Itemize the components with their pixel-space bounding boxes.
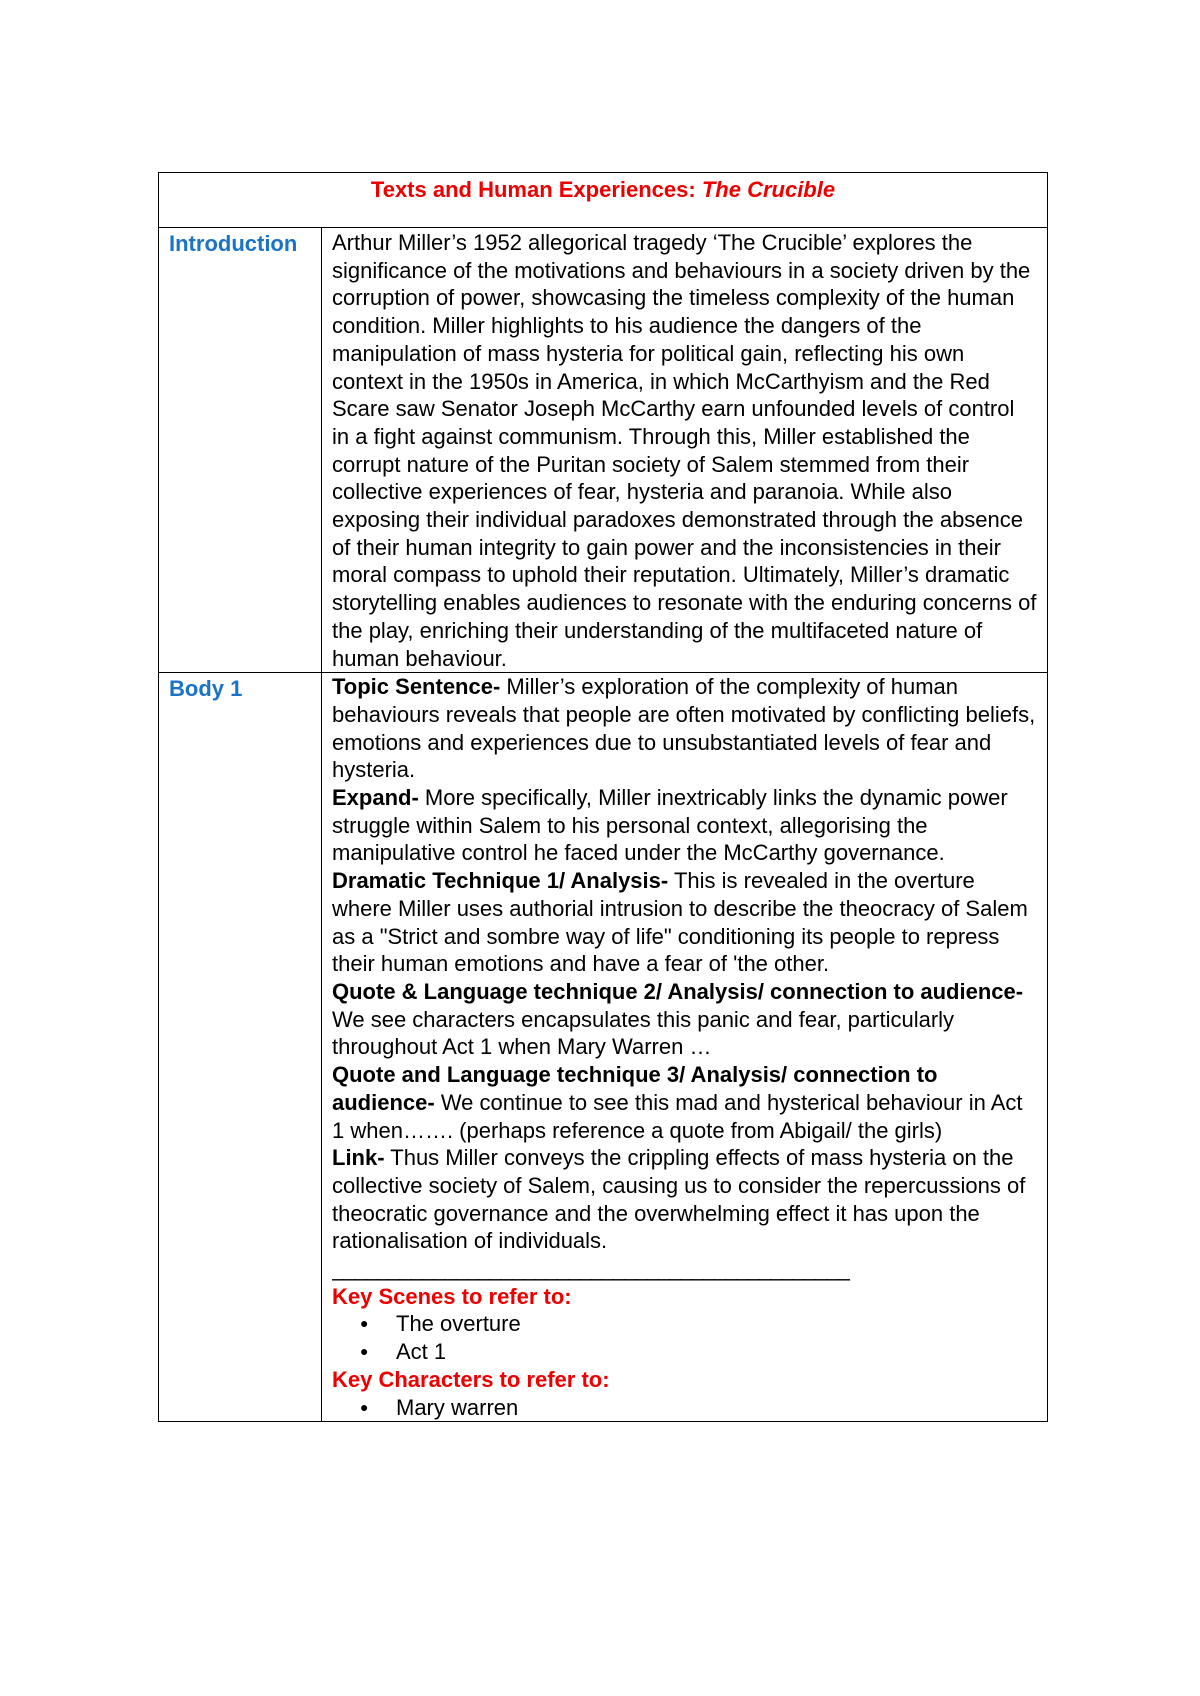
list-item: ● The overture bbox=[396, 1310, 1037, 1338]
key-scenes-list bbox=[332, 1310, 1037, 1365]
intro-row bbox=[159, 228, 1048, 673]
language-technique-3-text: We continue to see this mad and hysterical behaviour in Act 1 when……. (perhaps reference a quote from Abigail/ the girls) bbox=[332, 1089, 1023, 1143]
intro-content-cell bbox=[322, 228, 1048, 673]
title-prefix: Texts and Human Experiences: bbox=[370, 177, 702, 202]
intro-label-cell bbox=[159, 228, 322, 673]
divider-line: ______________________________________________ bbox=[332, 1256, 849, 1282]
language-technique-2 bbox=[332, 978, 1037, 1061]
intro-label: Introduction bbox=[169, 231, 298, 256]
key-scenes-heading: Key Scenes to refer to: bbox=[332, 1283, 572, 1309]
body1-label: Body 1 bbox=[169, 676, 243, 702]
link-text: Thus Miller conveys the crippling effects of mass hysteria on the collective society of Salem, causing us to consider the repercussions of theocratic governance and the overwhelming effect it has upon the rationalisation of individuals. bbox=[332, 1145, 1026, 1254]
title-row bbox=[159, 173, 1048, 228]
link bbox=[332, 1144, 1037, 1255]
expand-text: More specifically, Miller inextricably links the dynamic power struggle within Salem to his personal context, allegorising the manipulative control he faced under the McCarthy governance. bbox=[332, 785, 1008, 866]
link-head: Link- bbox=[332, 1145, 385, 1171]
body1-row bbox=[159, 673, 1048, 1422]
body1-label-cell bbox=[159, 673, 322, 1422]
list-item: ● Mary warren bbox=[396, 1394, 1037, 1422]
topic-sentence-text: Miller’s exploration of the complexity of human behaviours reveals that people are often motivated by conflicting beliefs, emotions and experiences due to unsubstantiated levels of fear and hysteria. bbox=[332, 674, 1036, 783]
body1-content bbox=[322, 673, 1047, 1421]
document-title bbox=[159, 177, 1047, 203]
list-item: ● Act 1 bbox=[396, 1338, 1037, 1366]
expand-head: Expand- bbox=[332, 785, 419, 811]
language-technique-2-head: Quote & Language technique 2/ Analysis/ connection to audience- bbox=[332, 978, 1024, 1004]
dramatic-technique-1-text: This is revealed in the overture where Miller uses authorial intrusion to describe the theocracy of Salem as a "Strict and sombre way of life" conditioning its people to repress their human emotions and have a fear of 'the other. bbox=[332, 868, 1028, 977]
language-technique-2-text: We see characters encapsulates this panic and fear, particularly throughout Act 1 when Mary Warren … bbox=[332, 1006, 955, 1060]
dramatic-technique-1-head: Dramatic Technique 1/ Analysis- bbox=[332, 868, 669, 894]
topic-sentence bbox=[332, 673, 1037, 784]
expand bbox=[332, 784, 1037, 867]
title-cell bbox=[159, 173, 1048, 228]
language-technique-3-head: Quote and Language technique 3/ Analysis/ connection to audience- bbox=[332, 1062, 938, 1115]
key-characters-heading: Key Characters to refer to: bbox=[332, 1366, 610, 1392]
key-characters-list bbox=[332, 1394, 1037, 1422]
body1-content-cell bbox=[322, 673, 1048, 1422]
dramatic-technique-1 bbox=[332, 867, 1037, 978]
title-italic: The Crucible bbox=[701, 177, 836, 202]
language-technique-3 bbox=[332, 1061, 1037, 1144]
essay-plan-table bbox=[158, 172, 1048, 1422]
topic-sentence-head: Topic Sentence- bbox=[332, 674, 501, 700]
intro-paragraph: Arthur Miller’s 1952 allegorical tragedy ‘The Crucible’ explores the significance of the motivations and behaviours in a society driven by the corruption of power, showcasing the timeless complexity of the human condition. Miller highlights to his audience the dangers of the manipulation of mass hysteria for political gain, reflecting his own context in the 1950s in America, in which McCarthyism and the Red Scare saw Senator Joseph McCarthy earn unfounded levels of control in a fight against communism. Through this, Miller established the corrupt nature of the Puritan society of Salem stemmed from their collective experiences of fear, hysteria and paranoia. While also exposing their individual paradoxes demonstrated through the absence of their human integrity to gain power and the inconsistencies in their moral compass to uphold their reputation. Ultimately, Miller’s dramatic storytelling enables audiences to resonate with the enduring concerns of the play, enriching their understanding of the multifaceted nature of human behaviour. bbox=[332, 230, 1037, 671]
